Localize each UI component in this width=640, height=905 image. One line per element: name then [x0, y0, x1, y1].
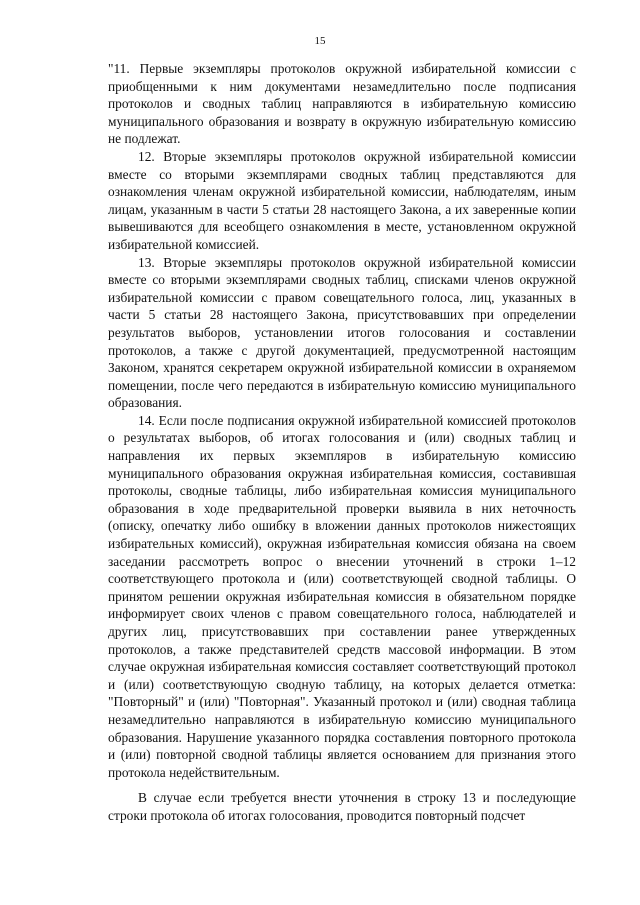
- paragraph-item-13: 13. Вторые экземпляры протоколов окружной избирательной комиссии вместе со вторыми экземплярами сводных таблиц, списками членов окружной избирательной комиссии с правом совещательного голоса, лиц, указанных в части 5 статьи 28 настоящего Закона, присутствовавших при определении результатов выборов, установлении итогов голосования и составлении протоколов, а также с другой документацией, предусмотренной настоящим Законом, хранятся секретарем окружной избирательной комиссии в охраняемом помещении, после чего передаются в избирательную комиссию муниципального образования.: [108, 254, 576, 411]
- page-number: 15: [314, 35, 326, 47]
- paragraph-continuation: В случае если требуется внести уточнения в строку 13 и последующие строки протокола об итогах голосования, проводится повторный подсчет: [108, 790, 576, 823]
- paragraph-item-14: 14. Если после подписания окружной избирательной комиссией протоколов о результатах выборов, об итогах голосования и (или) сводных таблиц и направления их первых экземпляров в избирательную комиссию муниципального образования окружная избирательная комиссия, составившая протоколы, сводные таблицы, либо избирательная комиссия муниципального образования в ходе предварительной проверки выявила в них неточность (описку, опечатку либо ошибку в вложении данных протоколов нижестоящих избирательных комиссий), окружная избирательная комиссия обязана на своем заседании рассмотреть вопрос о внесении уточнений в строки 1–12 соответствующего протокола и (или) соответствующей сводной таблицы. О принятом решении окружная избирательная комиссия в обязательном порядке информирует своих членов с правом совещательного голоса, наблюдателей и других лиц, присутствовавших при составлении ранее утвержденных протоколов, а также представителей средств массовой информации. В этом случае окружная избирательная комиссия составляет соответствующий протокол и (или) соответствующую сводную таблицу, на которых делается отметка: "Повторный" и (или) "Повторная". Указанный протокол и (или) сводная таблица незамедлительно направляются в избирательную комиссию муниципального образования. Нарушение указанного порядка составления повторного протокола и (или) повторной сводной таблицы является основанием для признания этого протокола недействительным.: [108, 412, 576, 780]
- paragraph-item-11: "11. Первые экземпляры протоколов окружной избирательной комиссии с приобщенными к ним документами незамедлительно после подписания протоколов и сводных таблиц направляются в избирательную комиссию муниципального образования и возврату в окружную избирательную комиссию не подлежат.: [108, 61, 576, 147]
- document-body: [108, 60, 576, 825]
- paragraph-item-12: 12. Вторые экземпляры протоколов окружной избирательной комиссии вместе со вторыми экземплярами сводных таблиц представляются для ознакомления членам окружной избирательной комиссии, наблюдателям, иным лицам, указанным в части 5 статьи 28 настоящего Закона, а их заверенные копии вывешиваются для всеобщего ознакомления в месте, установленном окружной избирательной комиссией.: [108, 148, 576, 252]
